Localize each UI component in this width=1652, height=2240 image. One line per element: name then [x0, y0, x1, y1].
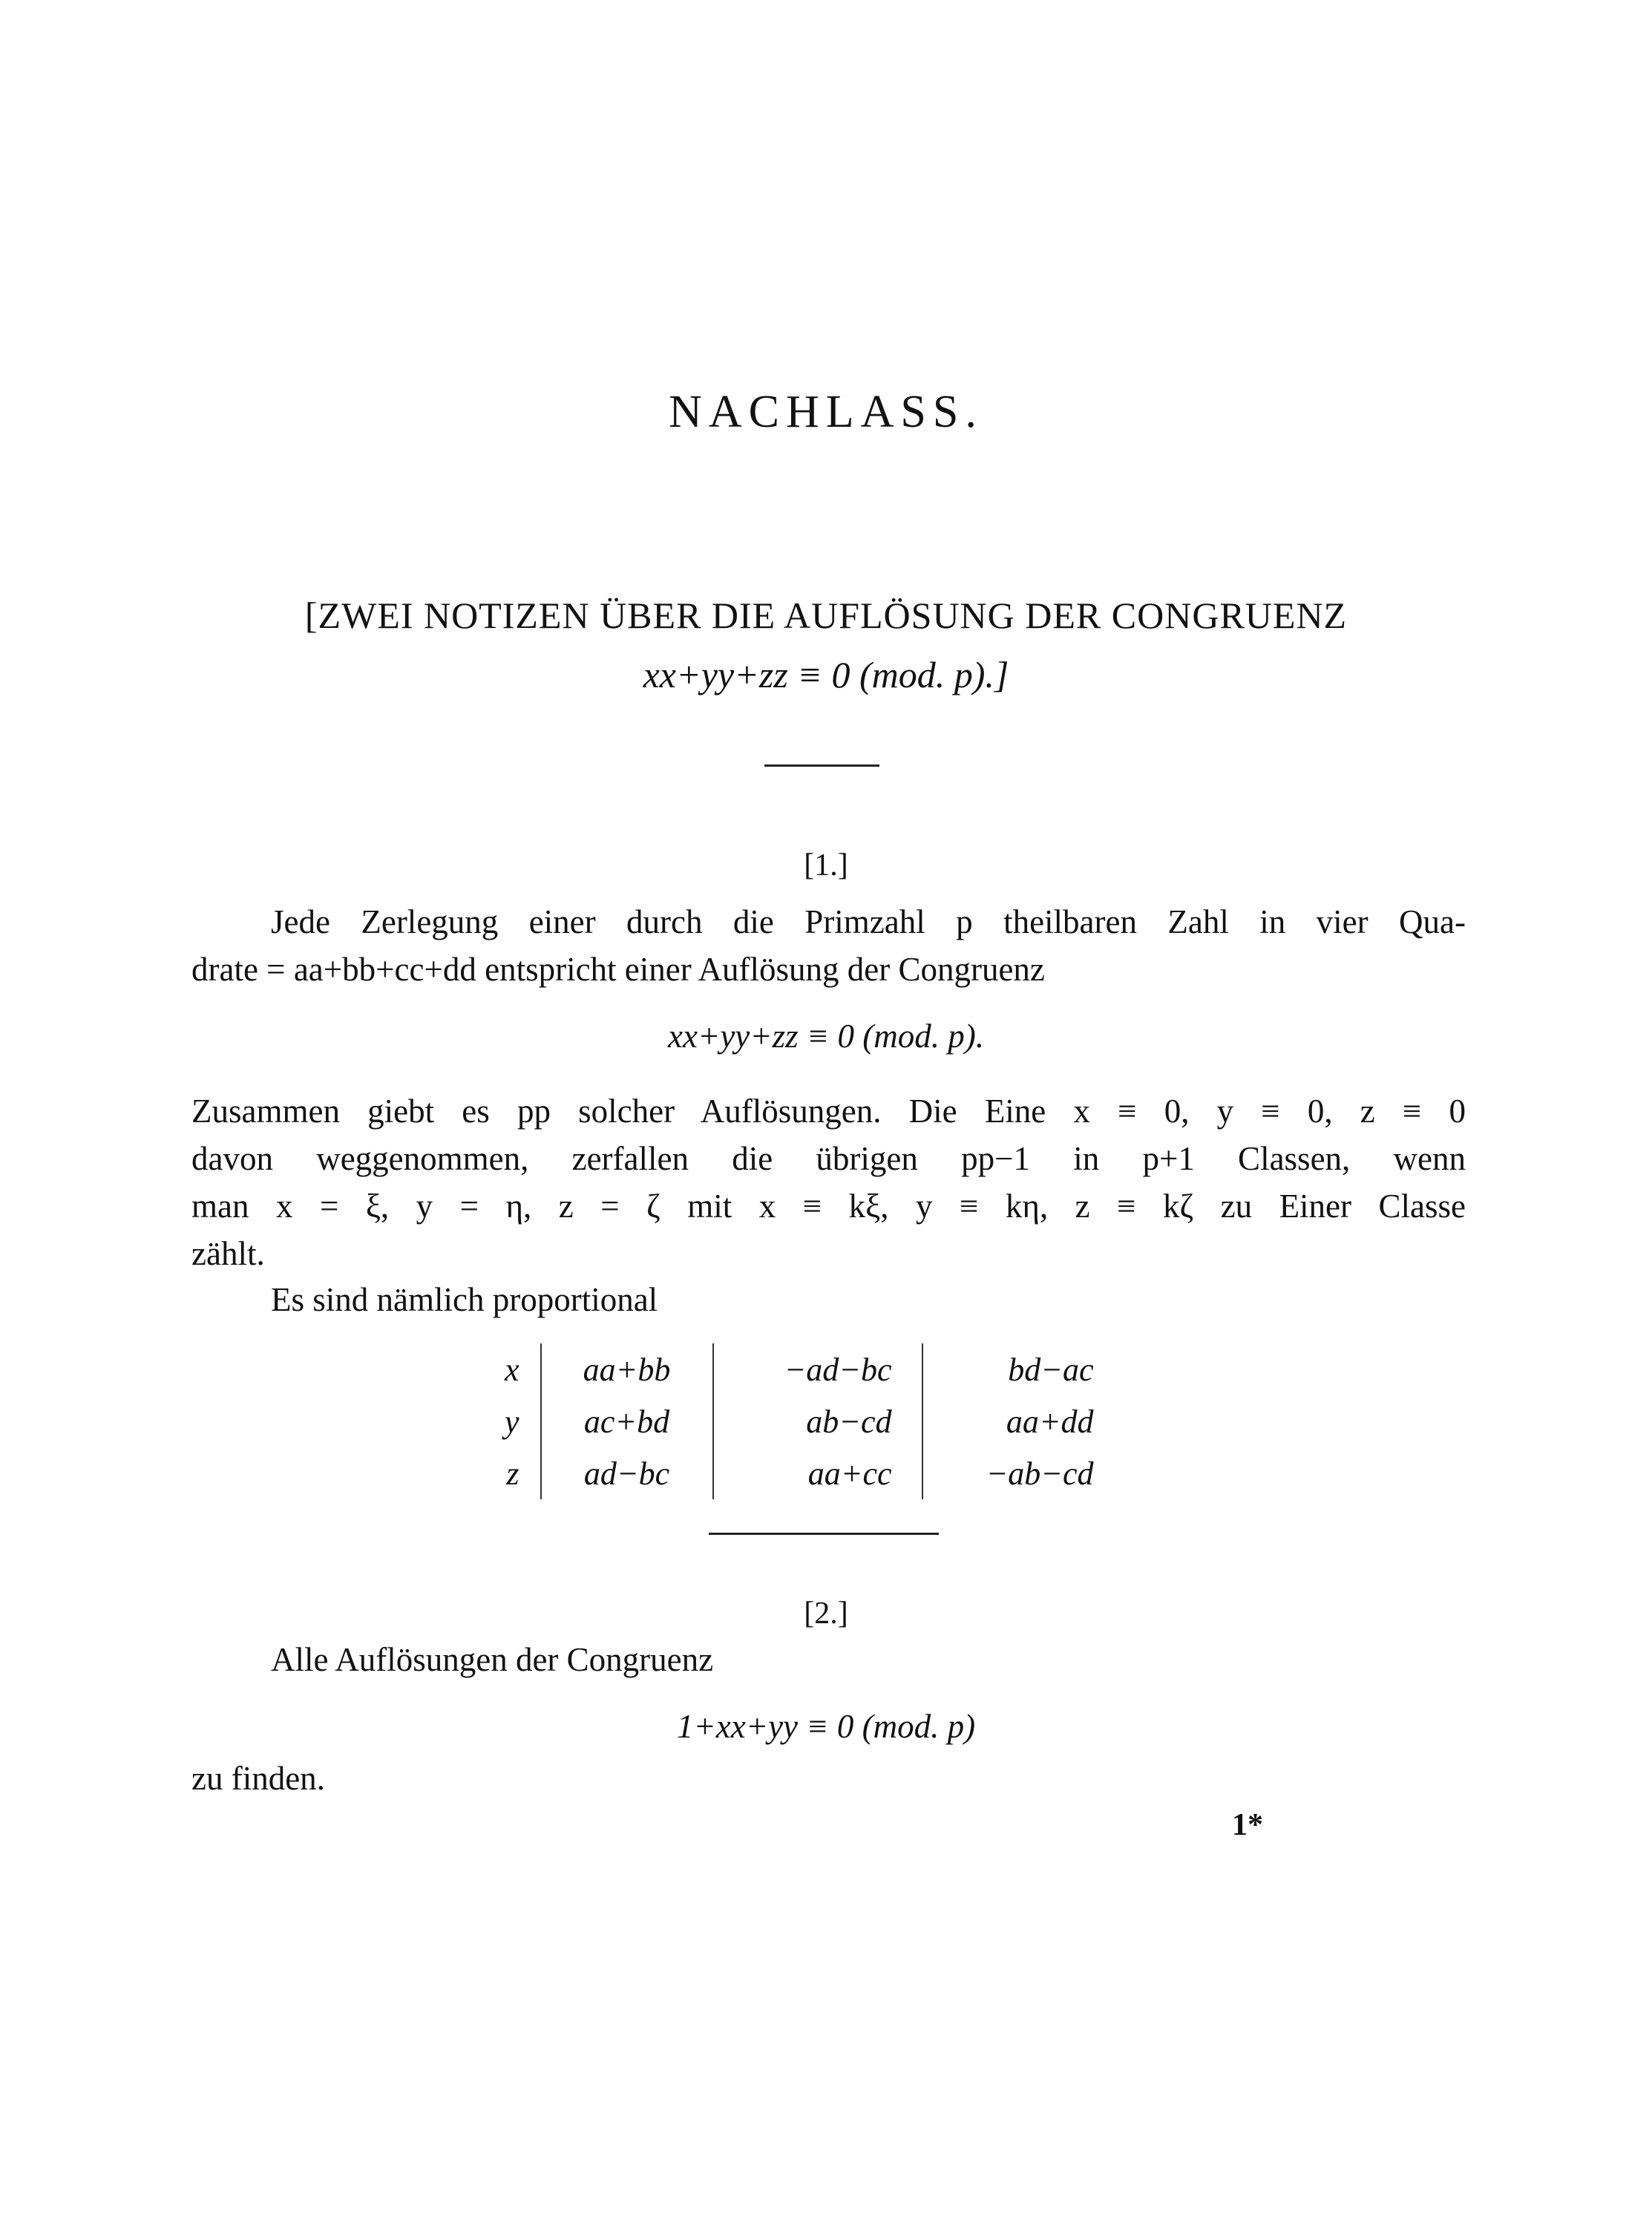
equation: 1+xx+yy ≡ 0 (mod. p): [676, 1708, 976, 1745]
paragraph-line: zählt.: [191, 1235, 265, 1272]
paragraph: Alle Auflösungen der Congruenz: [271, 1641, 714, 1678]
table-cell: −ad−bc: [713, 1343, 922, 1395]
table-cell: ab−cd: [713, 1395, 922, 1447]
table-cell: x: [505, 1351, 519, 1388]
table-cell: ac+bd: [541, 1395, 713, 1447]
paragraph-line: davon weggenommen, zerfallen die übrigen pp−1 in p+1 Classen, wenn: [191, 1140, 1466, 1177]
table-cell: aa+dd: [922, 1395, 1101, 1447]
paragraph-line: Jede Zerlegung einer durch die Primzahl p theilbaren Zahl in vier Qua-: [271, 903, 1466, 940]
table-cell: z: [506, 1455, 519, 1492]
table-cell: ad−bc: [541, 1447, 713, 1499]
table-cell: bd−ac: [922, 1343, 1101, 1395]
table-cell: −ab−cd: [922, 1447, 1101, 1499]
paragraph-line: Zusammen giebt es pp solcher Auflösungen. Die Eine x ≡ 0, y ≡ 0, z ≡ 0: [191, 1093, 1466, 1130]
page-title: NACHLASS.: [669, 387, 983, 437]
page-signature-marker: 1*: [1232, 1808, 1263, 1842]
paragraph-line: man x = ξ, y = η, z = ζ mit x ≡ kξ, y ≡ kη, z ≡ kζ zu Einer Classe: [191, 1188, 1466, 1225]
section-heading: [ZWEI NOTIZEN ÜBER DIE AUFLÖSUNG DER CONGRUENZ: [304, 595, 1348, 636]
paragraph: [191, 1087, 1466, 1277]
table-row: [505, 1447, 1101, 1499]
paragraph-line: drate = aa+bb+cc+dd entspricht einer Auflösung der Congruenz: [191, 951, 1045, 988]
table-cell: aa+cc: [713, 1447, 922, 1499]
table-cell: aa+bb: [541, 1343, 713, 1395]
table-cell: y: [505, 1403, 519, 1440]
table-row: [505, 1395, 1101, 1447]
proportion-table: [505, 1343, 1101, 1499]
paragraph: Es sind nämlich proportional: [271, 1281, 658, 1318]
paragraph: zu finden.: [191, 1760, 325, 1797]
table-row: [505, 1343, 1101, 1395]
section-number-1: [1.]: [804, 848, 848, 882]
section-heading-formula: xx+yy+zz ≡ 0 (mod. p).]: [643, 654, 1009, 695]
equation: xx+yy+zz ≡ 0 (mod. p).: [668, 1018, 984, 1055]
divider-rule: [764, 764, 879, 767]
divider-rule: [709, 1533, 939, 1535]
section-number-2: [2.]: [804, 1597, 848, 1631]
